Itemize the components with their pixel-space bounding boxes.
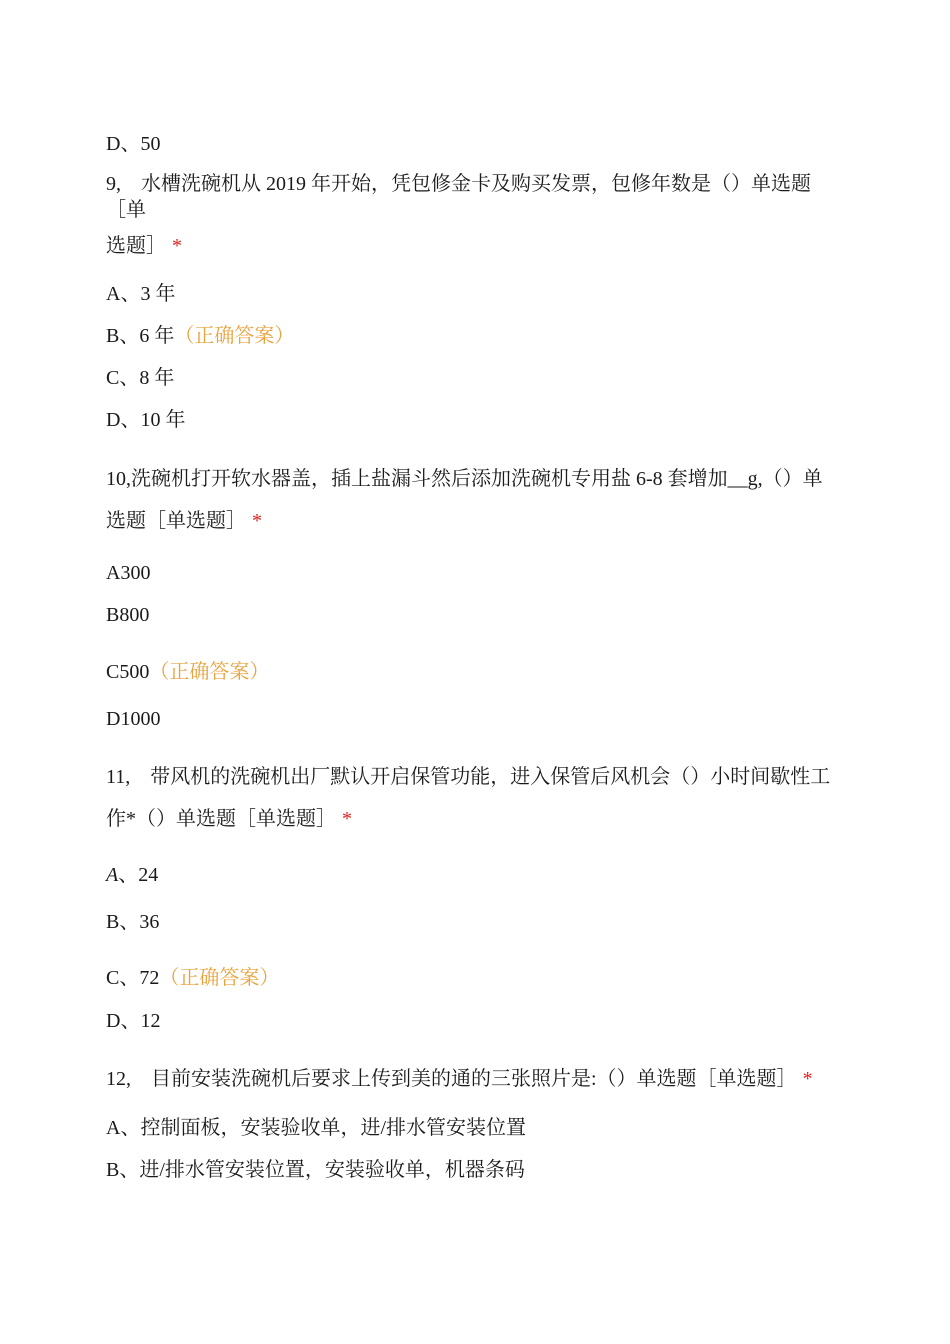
question-12-line1 [106, 1066, 813, 1092]
question-11-line1 [106, 764, 830, 790]
option-text: C500 [106, 661, 150, 683]
question-11-type: 作*（）单选题［单选题］ [106, 808, 336, 830]
question-11-line2 [106, 806, 352, 832]
option-text: D、12 [106, 1010, 161, 1032]
option-text: B、36 [106, 911, 160, 933]
option-letter: A [106, 864, 119, 886]
option-text: A、3 年 [106, 283, 176, 305]
option-text: A、控制面板，安装验收单，进/排水管安装位置 [106, 1117, 526, 1139]
option-text: 、24 [118, 864, 159, 886]
question-10-line2 [106, 508, 262, 534]
q9-option-b[interactable] [106, 323, 294, 349]
q10-option-a[interactable] [106, 560, 150, 586]
q10-option-d[interactable] [106, 706, 160, 732]
question-9-type: 选题］ [106, 235, 166, 257]
correct-answer-tag: （正确答案） [159, 967, 280, 989]
option-text: A300 [106, 562, 151, 584]
option-text: B、进/排水管安装位置，安装验收单，机器条码 [106, 1159, 525, 1181]
q9-option-d[interactable] [106, 407, 185, 433]
required-mark: * [172, 235, 182, 257]
q12-option-b[interactable] [106, 1157, 525, 1183]
q11-option-c[interactable] [106, 965, 279, 991]
q10-option-b[interactable] [106, 602, 149, 628]
option-text: B、6 年 [106, 325, 175, 347]
option-text: C、72 [106, 967, 160, 989]
q11-option-a[interactable] [106, 862, 158, 888]
question-9-line2 [106, 233, 182, 259]
required-mark: * [802, 1068, 813, 1090]
question-10-line1 [106, 466, 823, 492]
question-9-line1: 9, 水槽洗碗机从 2019 年开始，凭包修金卡及购买发票，包修年数是（）单选题［单 [106, 173, 811, 221]
option-text: D1000 [106, 708, 161, 730]
option-text: C、8 年 [106, 367, 175, 389]
q12-option-a[interactable] [106, 1115, 526, 1141]
q9-option-c[interactable] [106, 365, 174, 391]
required-mark: * [252, 510, 262, 532]
option-text: D、50 [106, 133, 161, 155]
question-10-type: 选题［单选题］ [106, 510, 246, 532]
question-10-text: 10,洗碗机打开软水器盖，插上盐漏斗然后添加洗碗机专用盐 6-8 套增加__g,（）单 [106, 468, 823, 490]
required-mark: * [342, 808, 352, 830]
option-d-prev [106, 131, 160, 157]
q9-option-a[interactable] [106, 281, 175, 307]
q11-option-d[interactable] [106, 1008, 160, 1034]
q10-option-c[interactable] [106, 659, 269, 685]
q11-option-b[interactable] [106, 909, 159, 935]
question-11-text: 11, 带风机的洗碗机出厂默认开启保管功能，进入保管后风机会（）小时间歇性工 [106, 766, 831, 788]
question-9-text [106, 171, 841, 223]
question-12-text: 12, 目前安装洗碗机后要求上传到美的通的三张照片是:（）单选题［单选题］ [106, 1068, 797, 1090]
option-text: B800 [106, 604, 150, 626]
option-text: D、10 年 [106, 409, 186, 431]
correct-answer-tag: （正确答案） [174, 325, 295, 347]
correct-answer-tag: （正确答案） [149, 661, 270, 683]
